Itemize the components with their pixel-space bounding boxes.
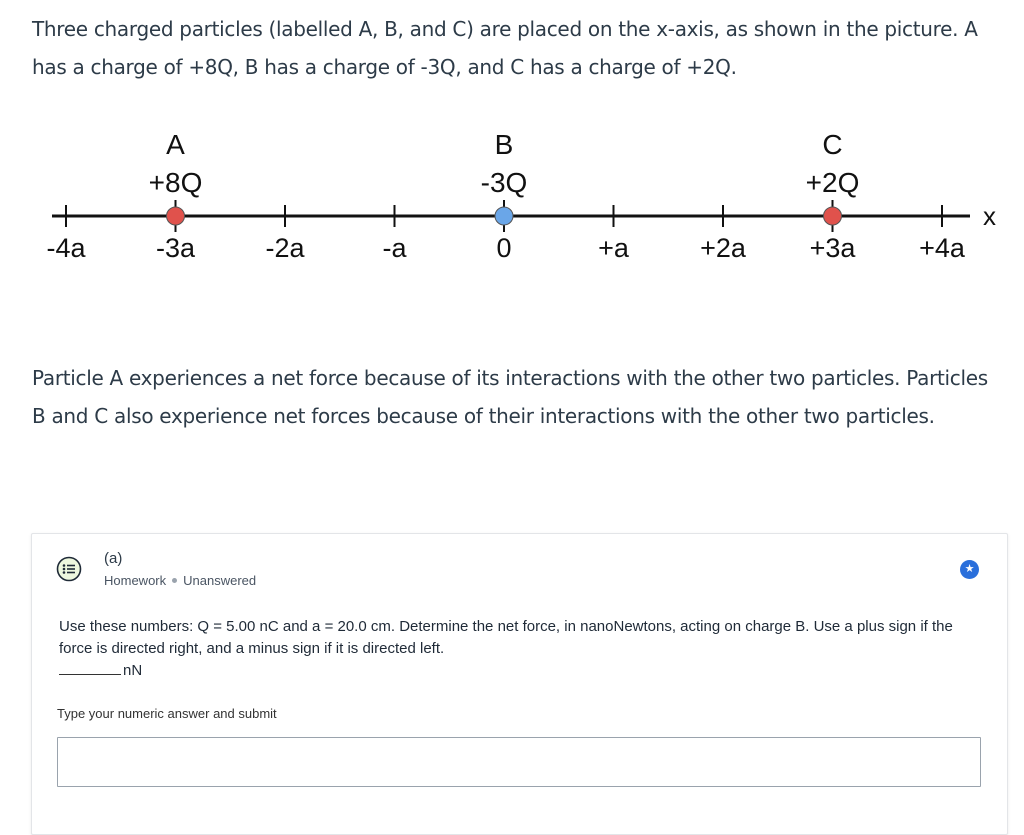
tick-label: +2a bbox=[700, 233, 746, 263]
particle-charge: +2Q bbox=[805, 167, 860, 198]
particle-a bbox=[167, 207, 185, 225]
question-status: Unanswered bbox=[183, 573, 257, 588]
tick-label: +4a bbox=[919, 233, 965, 263]
tick-label: +3a bbox=[809, 233, 856, 263]
tick-label: 0 bbox=[496, 233, 512, 263]
question-list-icon bbox=[56, 556, 82, 582]
question-card bbox=[31, 533, 1008, 835]
particle-name: B bbox=[494, 129, 514, 160]
answer-input[interactable] bbox=[57, 737, 981, 787]
problem-context: Particle A experiences a net force because of its interactions with the other two particles. Particles B and C also experience net forces because of their interactions with the other two particles. bbox=[32, 366, 988, 428]
particle-name: A bbox=[166, 129, 185, 160]
particle-charge: +8Q bbox=[148, 167, 203, 198]
particle-name: C bbox=[822, 129, 843, 160]
question-category: Homework bbox=[104, 573, 167, 588]
answer-input-label: Type your numeric answer and submit bbox=[57, 706, 277, 721]
separator-dot bbox=[172, 578, 177, 583]
tick-label: -2a bbox=[265, 233, 305, 263]
tick-label: -a bbox=[382, 233, 407, 263]
question-meta bbox=[104, 573, 256, 588]
charge-axis-diagram bbox=[0, 118, 1024, 278]
particle-b bbox=[495, 207, 513, 225]
answer-blank bbox=[59, 660, 121, 675]
x-axis-label: x bbox=[983, 201, 996, 231]
particle-charge: -3Q bbox=[480, 167, 528, 198]
problem-intro: Three charged particles (labelled A, B, and C) are placed on the x-axis, as shown in the picture. A has a charge of +8Q, B has a charge of -3Q, and C has a charge of +2Q. bbox=[32, 17, 978, 79]
tick-label: +a bbox=[598, 233, 629, 263]
star-icon[interactable]: ★ bbox=[960, 560, 979, 579]
particle-c bbox=[824, 207, 842, 225]
answer-unit: nN bbox=[123, 662, 143, 679]
tick-label: -3a bbox=[155, 233, 196, 263]
tick-label: -4a bbox=[46, 233, 86, 263]
question-prompt bbox=[59, 616, 969, 682]
question-part-label: (a) bbox=[104, 550, 123, 567]
question-text: Use these numbers: Q = 5.00 nC and a = 20.0 cm. Determine the net force, in nanoNewtons, acting on charge B. Use a plus sign if the force is directed right, and a minus sign if it is directed left. bbox=[59, 618, 953, 657]
